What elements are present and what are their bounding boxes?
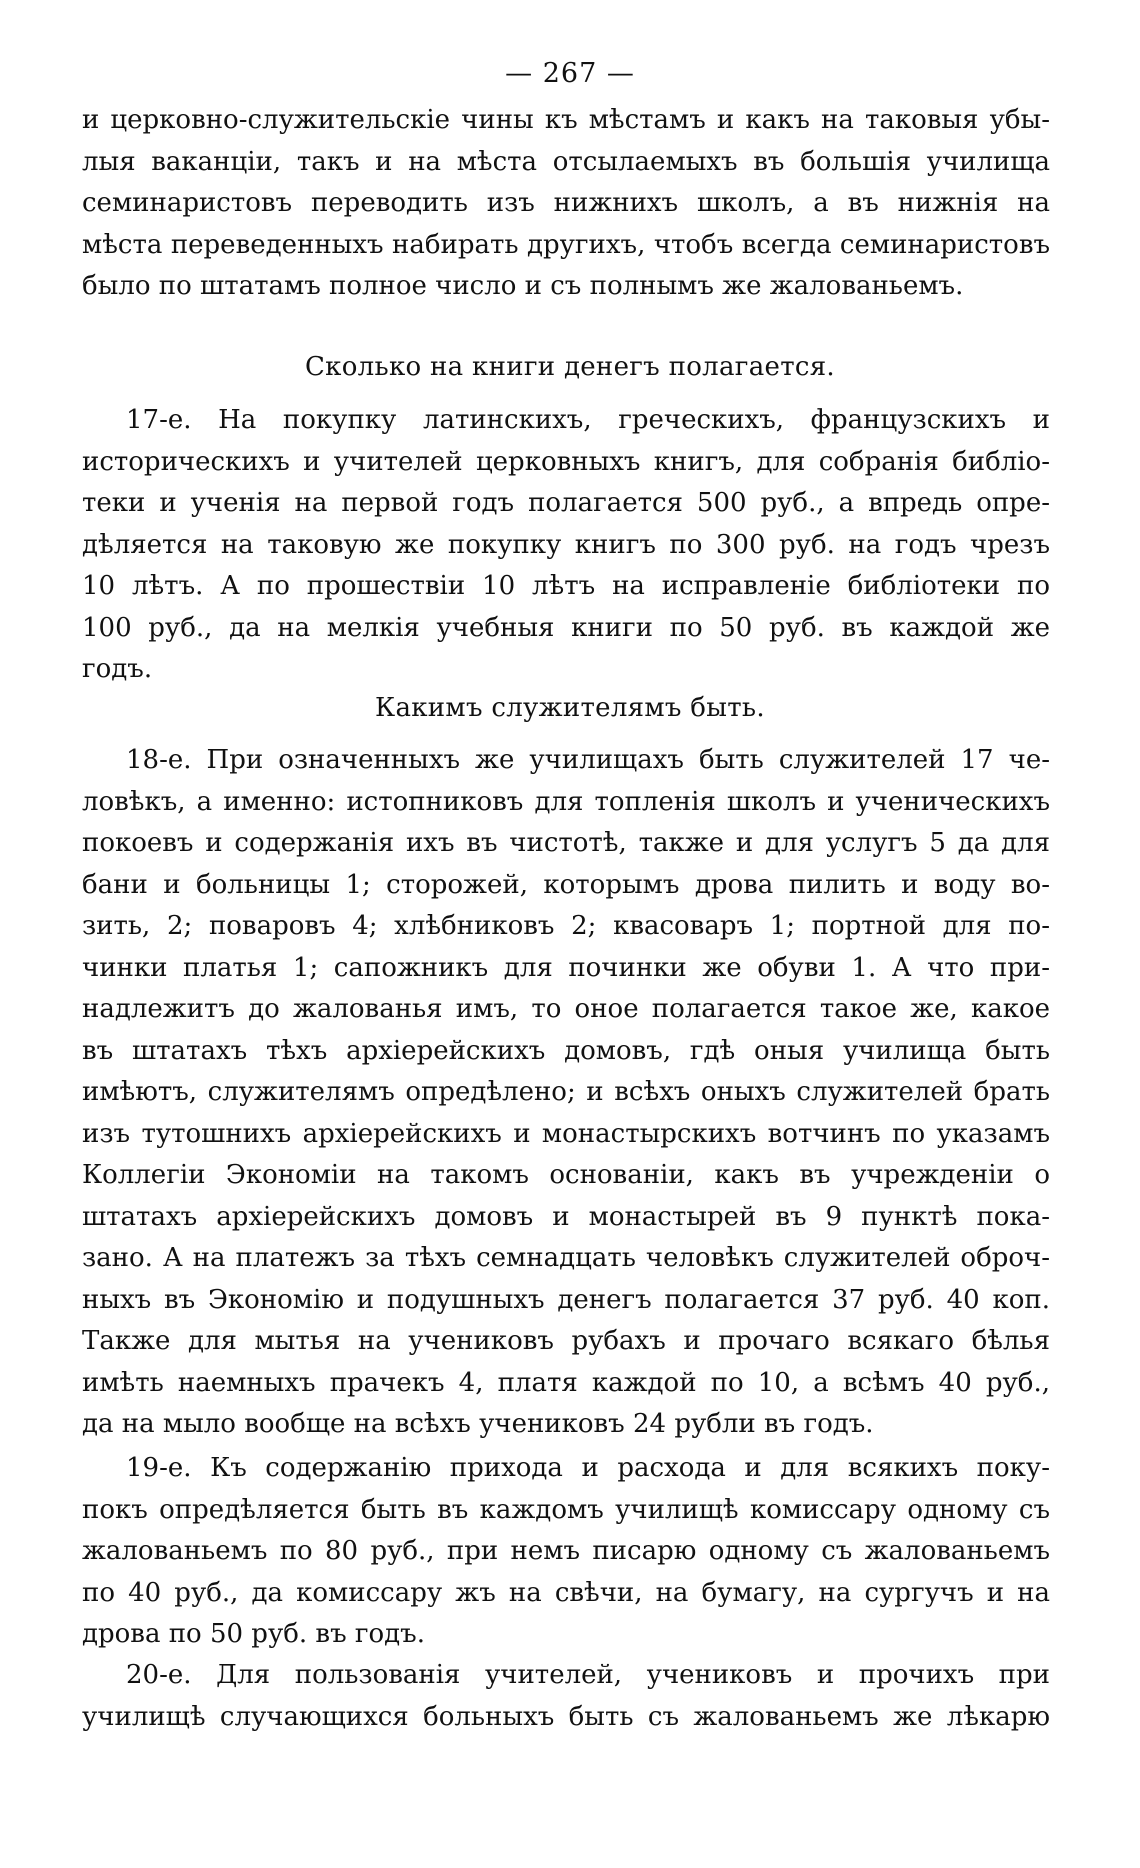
text-line: ныхъ въ Экономію и подушныхъ денегъ полагается 37 руб. 40 коп.: [82, 1284, 1050, 1315]
text-line: 10 лѣтъ. А по прошествіи 10 лѣтъ на исправленіе библіотеки по: [82, 571, 1050, 601]
text-line: 100 руб., да на мелкія учебныя книги по 50 руб. въ каждой же: [82, 612, 1050, 643]
paragraph-19: [82, 1448, 1050, 1656]
text-line: мѣста переведенныхъ набирать другихъ, чтобъ всегда семинаристовъ: [82, 229, 1050, 260]
text-line: училищѣ случающихся больныхъ быть съ жалованьемъ же лѣкарю: [82, 1701, 1050, 1732]
text-line: чинки платья 1; сапожникъ для починки же обуви 1. А что при-: [82, 952, 1050, 983]
paragraph-20: [82, 1655, 1050, 1738]
text-line: дрова по 50 руб. въ годъ.: [82, 1619, 425, 1649]
text-line: 20-е. Для пользованія учителей, учениковъ и прочихъ при: [126, 1660, 1050, 1690]
text-line: Также для мытья на учениковъ рубахъ и прочаго всякаго бѣлья: [82, 1326, 1050, 1356]
text-line: имѣть наемныхъ прачекъ 4, платя каждой по 10, а всѣмъ 40 руб.,: [82, 1367, 1050, 1398]
section-heading-servants: Какимъ служителямъ быть.: [375, 693, 765, 723]
text-line: покъ опредѣляется быть въ каждомъ училищѣ комиссару одному съ: [82, 1494, 1050, 1525]
text-line: Коллегіи Экономіи на такомъ основаніи, какъ въ учрежденіи о: [82, 1160, 1050, 1190]
section-heading-books: Сколько на книги денегъ полагается.: [304, 352, 836, 382]
text-line: изъ тутошнихъ архіерейскихъ и монастырскихъ вотчинъ по указамъ: [82, 1118, 1050, 1149]
text-line: было по штатамъ полное число и съ полнымъ же жалованьемъ.: [82, 271, 964, 301]
text-line: семинаристовъ переводить изъ нижнихъ школъ, а въ нижнія на: [82, 188, 1050, 218]
paragraph-continuation: [82, 100, 1050, 308]
text-line: 18-е. При означенныхъ же училищахъ быть служителей 17 че-: [126, 745, 1050, 775]
text-line: въ штатахъ тѣхъ архіерейскихъ домовъ, гдѣ оныя училища быть: [82, 1035, 1050, 1066]
text-line: зить, 2; поваровъ 4; хлѣбниковъ 2; квасоваръ 1; портной для по-: [82, 911, 1050, 941]
text-line: надлежитъ до жалованья имъ, то оное полагается такое же, какое: [82, 994, 1050, 1024]
paragraph-18: [82, 740, 1050, 1446]
text-line: штатахъ архіерейскихъ домовъ и монастырей въ 9 пунктѣ пока-: [82, 1201, 1050, 1232]
text-line: годъ.: [82, 654, 153, 684]
text-line: да на мыло вообще на всѣхъ учениковъ 24 рубли въ годъ.: [82, 1409, 874, 1439]
text-line: бани и больницы 1; сторожей, которымъ дрова пилить и воду во-: [82, 869, 1050, 900]
text-line: историческихъ и учителей церковныхъ книгъ, для собранія библіо-: [82, 446, 1050, 477]
page-number: — 267 —: [505, 58, 635, 89]
text-line: и церковно-служительскіе чины къ мѣстамъ и какъ на таковыя убы-: [82, 105, 1050, 135]
text-line: ловѣкъ, а именно: истопниковъ для топленія школъ и ученическихъ: [82, 786, 1050, 817]
text-line: 17-е. На покупку латинскихъ, греческихъ, французскихъ и: [126, 405, 1050, 435]
text-line: имѣютъ, служителямъ опредѣлено; и всѣхъ оныхъ служителей брать: [82, 1077, 1050, 1107]
text-line: покоевъ и содержанія ихъ въ чистотѣ, также и для услугъ 5 да для: [82, 828, 1050, 858]
text-line: 19-е. Къ содержанію прихода и расхода и для всякихъ поку-: [126, 1453, 1050, 1483]
text-line: дѣляется на таковую же покупку книгъ по 300 руб. на годъ чрезъ: [82, 529, 1050, 560]
text-line: зано. А на платежъ за тѣхъ семнадцать человѣкъ служителей оброч-: [82, 1243, 1050, 1273]
text-line: лыя ваканціи, такъ и на мѣста отсылаемыхъ въ большія училища: [82, 146, 1050, 177]
paragraph-17: [82, 400, 1050, 691]
text-line: жалованьемъ по 80 руб., при немъ писарю одному съ жалованьемъ: [82, 1536, 1050, 1566]
text-line: по 40 руб., да комиссару жъ на свѣчи, на бумагу, на сургучъ и на: [82, 1577, 1050, 1608]
text-line: теки и ученія на первой годъ полагается 500 руб., а впредь опре-: [82, 488, 1050, 518]
